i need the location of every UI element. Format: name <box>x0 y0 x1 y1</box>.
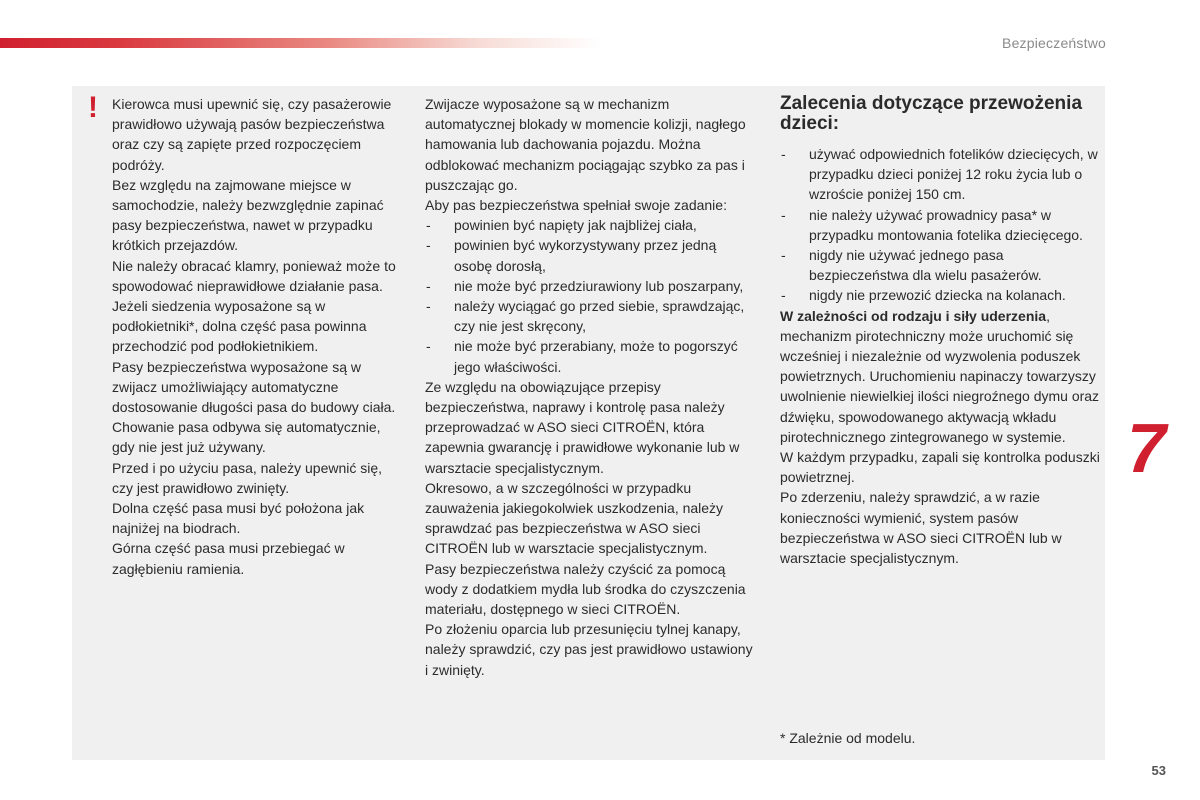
list-item: - nie może być przerabiany, może to pogorszyć jego właściwości. <box>425 336 755 376</box>
page-number: 53 <box>1151 763 1166 778</box>
section-title: Bezpieczeństwo <box>1002 35 1106 51</box>
warning-exclamation-icon: ! <box>88 91 98 124</box>
section-heading: Zalecenia dotyczące przewożenia dzieci: <box>780 93 1083 134</box>
paragraph: Bez względu na zajmowane miejsce w samochodzie, należy bezwzględnie zapinać pasy bezpieczeństwa, nawet w przypadku krótkich przejazdów. <box>112 176 384 254</box>
paragraph: Zwijacze wyposażone są w mechanizm automatycznej blokady w momencie kolizji, nagłego hamowania lub dachowania pojazdu. Można odblokować mechanizm pociągając szybko za pas i puszczając go. <box>425 96 746 193</box>
list-item: - używać odpowiednich fotelików dziecięcych, w przypadku dzieci poniżej 12 roku życia lub o wzroście poniżej 150 cm. <box>780 144 1100 205</box>
list-item: - nigdy nie używać jednego pasa bezpieczeństwa dla wielu pasażerów. <box>780 245 1100 285</box>
paragraph-tail: , mechanizm pirotechniczny może uruchomić się wcześniej i niezależnie od wyzwolenia poduszek powietrznych. Uruchomieniu napinaczy towarzyszy uwolnienie niewielkiej ilości niegroźnego dymu oraz dźwięku, spowodowanego aktywacją wkładu pirotechnicznego zintegrowanego w systemie. <box>780 307 1100 445</box>
paragraph: Ze względu na obowiązujące przepisy bezpieczeństwa, naprawy i kontrolę pasa należy przeprowadzać w ASO sieci CITROËN, która zapewnia gwarancję i prawidłowe wykonanie lub w warsztacie specjalistycznym. <box>425 378 740 476</box>
list-item: - należy wyciągać go przed siebie, sprawdzając, czy nie jest skręcony, <box>425 296 755 336</box>
paragraph: W każdym przypadku, zapali się kontrolka poduszki powietrznej. <box>780 449 1100 486</box>
column-2 <box>425 94 755 680</box>
paragraph: Dolna część pasa musi być położona jak najniżej na biodrach. <box>112 500 365 537</box>
list-item: - powinien być wykorzystywany przez jedną osobę dorosłą, <box>425 235 755 275</box>
paragraph: Pasy bezpieczeństwa wyposażone są w zwijacz umożliwiający automatyczne dostosowanie długości pasa do budowy ciała. Chowanie pasa odbywa się automatycznie, gdy nie jest już używany. <box>112 358 396 456</box>
bold-lead: W zależności od rodzaju i siły uderzenia <box>780 307 1047 324</box>
paragraph: Kierowca musi upewnić się, czy pasażerowie prawidłowo używają pasów bezpieczeństwa oraz czy są zapięte przed rozpoczęciem podróży. <box>112 96 392 173</box>
column-3 <box>780 94 1100 568</box>
footnote: * Zależnie od modelu. <box>780 730 916 746</box>
list-item: - powinien być napięty jak najbliżej ciała, <box>425 215 755 235</box>
chapter-number: 7 <box>1127 409 1166 487</box>
paragraph: Po zderzeniu, należy sprawdzić, a w razie konieczności wymienić, system pasów bezpieczeństwa w ASO sieci CITROËN lub w warsztacie specjalistycznym. <box>780 489 1062 567</box>
paragraph: Nie należy obracać klamry, ponieważ może to spowodować nieprawidłowe działanie pasa. <box>112 257 396 294</box>
paragraph: Pasy bezpieczeństwa należy czyścić za pomocą wody z dodatkiem mydła lub środka do czyszczenia materiału, dostępnego w sieci CITROËN. <box>425 560 746 618</box>
paragraph: Górna część pasa musi przebiegać w zagłębieniu ramienia. <box>112 540 345 577</box>
child-recommendations-list <box>780 144 1100 306</box>
paragraph: Okresowo, a w szczególności w przypadku zauważenia jakiegokolwiek uszkodzenia, należy sprawdzać pas bezpieczeństwa w ASO sieci CITROËN lub w warsztacie specjalistycznym. <box>425 479 724 557</box>
paragraph: Jeżeli siedzenia wyposażone są w podłokietniki*, dolna część pasa powinna przechodzić pod podłokietnikiem. <box>112 298 367 355</box>
paragraph: Aby pas bezpieczeństwa spełniał swoje zadanie: <box>425 197 727 214</box>
column-1 <box>112 94 402 579</box>
list-item: - nie może być przedziurawiony lub poszarpany, <box>425 276 755 296</box>
header-accent-bar <box>0 38 600 48</box>
paragraph: Po złożeniu oparcia lub przesunięciu tylnej kanapy, należy sprawdzić, czy pas jest prawidłowo ustawiony i zwinięty. <box>425 621 753 678</box>
paragraph: Przed i po użyciu pasa, należy upewnić się, czy jest prawidłowo zwinięty. <box>112 459 383 496</box>
requirements-list <box>425 215 755 377</box>
list-item: - nigdy nie przewozić dziecka na kolanach. <box>780 285 1100 305</box>
pretensioner-paragraph <box>780 306 1100 447</box>
list-item: - nie należy używać prowadnicy pasa* w przypadku montowania fotelika dziecięcego. <box>780 205 1100 245</box>
